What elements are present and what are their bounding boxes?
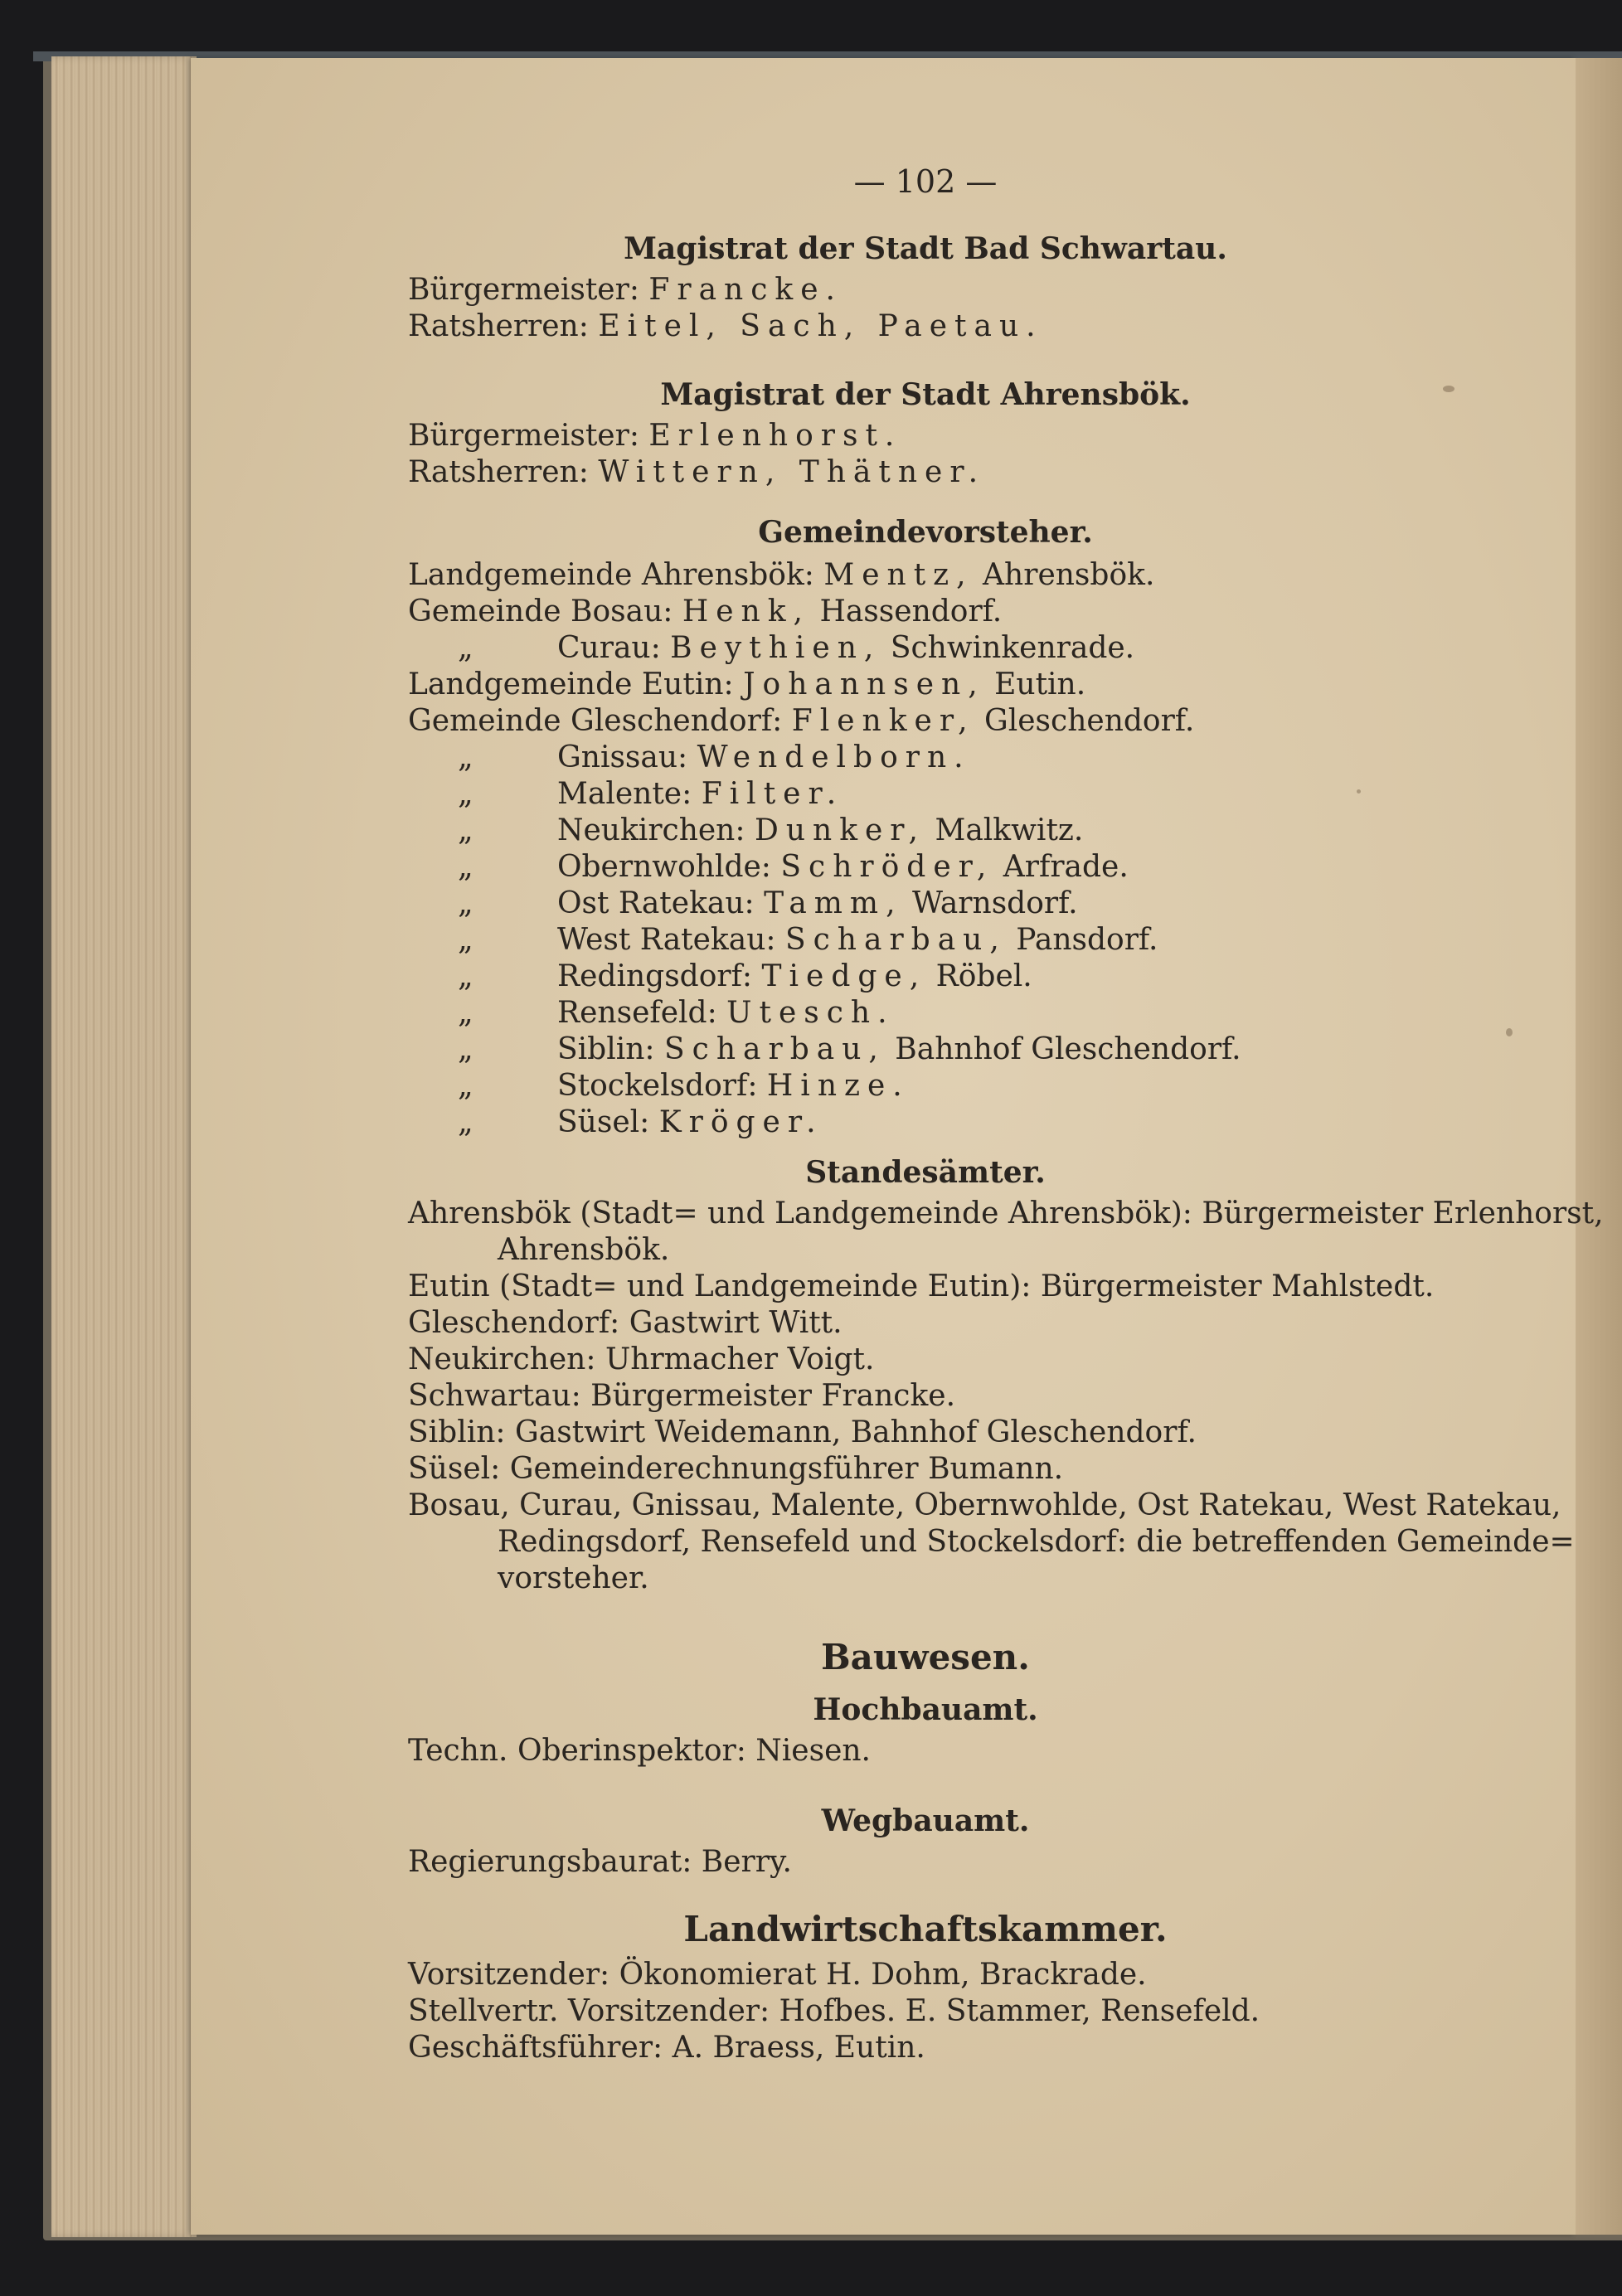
vorsteher-entry-ditto — [458, 633, 473, 663]
entry-place: Malkwitz. — [935, 813, 1084, 847]
vorsteher-entry — [408, 667, 1086, 701]
kammer-line: Geschäftsführer: A. Braess, Eutin. — [408, 2031, 925, 2065]
entry-prefix: Gnissau: — [557, 740, 688, 774]
section-title-schwartau: Magistrat der Stadt Bad Schwartau. — [624, 231, 1227, 266]
value: Eitel, Sach, Paetau. — [598, 309, 1043, 343]
entry-name: Kröger. — [658, 1105, 823, 1139]
entry-place: Röbel. — [935, 959, 1032, 993]
vorsteher-entry — [408, 597, 1002, 627]
vorsteher-entry — [557, 779, 843, 809]
standesamt-line: Schwartau: Bürgermeister Francke. — [408, 1379, 956, 1413]
vorsteher-entry — [557, 633, 1134, 663]
entry-prefix: West Ratekau: — [557, 923, 776, 957]
entry-name: Henk, — [682, 595, 810, 629]
ditto-mark: „ — [458, 886, 473, 920]
kammer-line: Vorsitzender: Ökonomierat H. Dohm, Brackrade. — [408, 1958, 1147, 1992]
page-number: — 102 — — [853, 163, 998, 200]
standesamt-line: Neukirchen: Uhrmacher Voigt. — [408, 1342, 875, 1376]
entry-name: Dunker, — [754, 813, 926, 847]
section-title-landwirtschaftskammer: Landwirtschaftskammer. — [683, 1909, 1168, 1949]
standesamt-line: Siblin: Gastwirt Weidemann, Bahnhof Gleschendorf. — [408, 1415, 1197, 1449]
standesamt-line: Redingsdorf, Rensefeld und Stockelsdorf: die betreffenden Gemeinde= — [498, 1525, 1575, 1559]
entry-name: Scharbau, — [664, 1032, 886, 1066]
entry-name: Utesch. — [726, 996, 895, 1030]
entry-name: Mentz, — [823, 558, 974, 592]
ditto-mark: „ — [458, 959, 473, 993]
schwartau-line-1 — [408, 275, 843, 305]
ahrensboek-line-1 — [408, 421, 901, 451]
entry-prefix: Landgemeinde Eutin: — [408, 667, 734, 701]
entry-prefix: Süsel: — [557, 1105, 650, 1139]
entry-prefix: Curau: — [557, 631, 661, 665]
vorsteher-entry — [557, 813, 1084, 847]
subsection-title-wegbauamt: Wegbauamt. — [821, 1803, 1030, 1838]
ditto-mark: „ — [458, 1105, 473, 1139]
entry-place: Schwinkenrade. — [890, 631, 1135, 665]
standesamt-line: Eutin (Stadt= und Landgemeinde Eutin): Bürgermeister Mahlstedt. — [408, 1269, 1435, 1303]
vorsteher-entry — [557, 1105, 823, 1139]
standesamt-line: Bosau, Curau, Gnissau, Malente, Obernwohlde, Ost Ratekau, West Ratekau, — [408, 1488, 1561, 1522]
entry-name: Johannsen, — [743, 667, 985, 701]
wegbauamt-line: Regierungsbaurat: Berry. — [408, 1845, 792, 1879]
value: Erlenhorst. — [648, 419, 902, 453]
entry-prefix: Landgemeinde Ahrensbök: — [408, 558, 814, 592]
vorsteher-entry — [557, 1071, 910, 1101]
vorsteher-entry — [408, 558, 1155, 592]
entry-place: Bahnhof Gleschendorf. — [895, 1032, 1241, 1066]
entry-prefix: Gemeinde Gleschendorf: — [408, 704, 783, 738]
entry-name: Scharbau, — [784, 923, 1007, 957]
ditto-mark: „ — [458, 923, 473, 957]
label: Bürgermeister: — [408, 419, 639, 453]
entry-name: Hinze. — [766, 1069, 910, 1103]
entry-name: Tamm, — [764, 886, 903, 920]
kammer-line: Stellvertr. Vorsitzender: Hofbes. E. Stammer, Rensefeld. — [408, 1994, 1260, 2028]
ahrensboek-line-2 — [408, 455, 986, 489]
entry-place: Warnsdorf. — [911, 886, 1078, 920]
label: Bürgermeister: — [408, 273, 639, 307]
ditto-mark: „ — [458, 996, 473, 1030]
entry-name: Schröder, — [780, 850, 994, 884]
section-title-standesaemter: Standesämter. — [805, 1155, 1046, 1190]
vorsteher-entry — [557, 925, 1158, 955]
entry-prefix: Rensefeld: — [557, 996, 717, 1030]
entry-place: Arfrade. — [1003, 850, 1129, 884]
ditto-mark: „ — [458, 813, 473, 847]
entry-prefix: Redingsdorf: — [557, 959, 753, 993]
entry-name: Tiedge, — [761, 959, 927, 993]
entry-prefix: Obernwohlde: — [557, 850, 771, 884]
ditto-mark: „ — [458, 631, 473, 665]
vorsteher-entry — [557, 998, 895, 1028]
entry-prefix: Ost Ratekau: — [557, 886, 755, 920]
vorsteher-entry — [557, 959, 1032, 993]
vorsteher-entry — [557, 852, 1129, 882]
standesamt-line: Ahrensbök (Stadt= und Landgemeinde Ahrensbök): Bürgermeister Erlenhorst, — [408, 1197, 1604, 1231]
entry-prefix: Neukirchen: — [557, 813, 745, 847]
standesamt-line: Ahrensbök. — [498, 1233, 670, 1267]
ditto-mark: „ — [458, 740, 473, 774]
standesamt-line: Süsel: Gemeinderechnungsführer Bumann. — [408, 1452, 1064, 1486]
ditto-mark: „ — [458, 850, 473, 884]
entry-place: Pansdorf. — [1016, 923, 1158, 957]
entry-name: Wendelborn. — [697, 740, 971, 774]
entry-name: Filter. — [701, 777, 844, 811]
standesamt-line: vorsteher. — [498, 1561, 649, 1595]
entry-place: Gleschendorf. — [983, 704, 1195, 738]
section-title-gemeindevorsteher: Gemeindevorsteher. — [758, 515, 1093, 550]
entry-place: Ahrensbök. — [983, 558, 1155, 592]
ditto-mark: „ — [458, 777, 473, 811]
section-title-bauwesen: Bauwesen. — [821, 1637, 1030, 1677]
vorsteher-entry — [557, 740, 971, 774]
label: Ratsherren: — [408, 309, 589, 343]
value: Wittern, Thätner. — [598, 455, 986, 489]
entry-place: Eutin. — [994, 667, 1086, 701]
subsection-title-hochbauamt: Hochbauamt. — [813, 1692, 1038, 1727]
ditto-mark: „ — [458, 1032, 473, 1066]
entry-prefix: Stockelsdorf: — [557, 1069, 758, 1103]
standesamt-line: Gleschendorf: Gastwirt Witt. — [408, 1306, 843, 1340]
vorsteher-entry — [408, 706, 1194, 736]
entry-prefix: Malente: — [557, 777, 692, 811]
schwartau-line-2 — [408, 309, 1043, 343]
entry-prefix: Gemeinde Bosau: — [408, 595, 673, 629]
value: Francke. — [648, 273, 843, 307]
ditto-mark: „ — [458, 1069, 473, 1103]
entry-name: Flenker, — [791, 704, 975, 738]
entry-prefix: Siblin: — [557, 1032, 655, 1066]
vorsteher-entry — [557, 1032, 1241, 1066]
entry-name: Beythien, — [670, 631, 881, 665]
hochbauamt-line: Techn. Oberinspektor: Niesen. — [408, 1734, 871, 1768]
vorsteher-entry — [557, 886, 1078, 920]
entry-place: Hassendorf. — [819, 595, 1003, 629]
section-title-ahrensboek: Magistrat der Stadt Ahrensbök. — [660, 377, 1191, 412]
label: Ratsherren: — [408, 455, 589, 489]
